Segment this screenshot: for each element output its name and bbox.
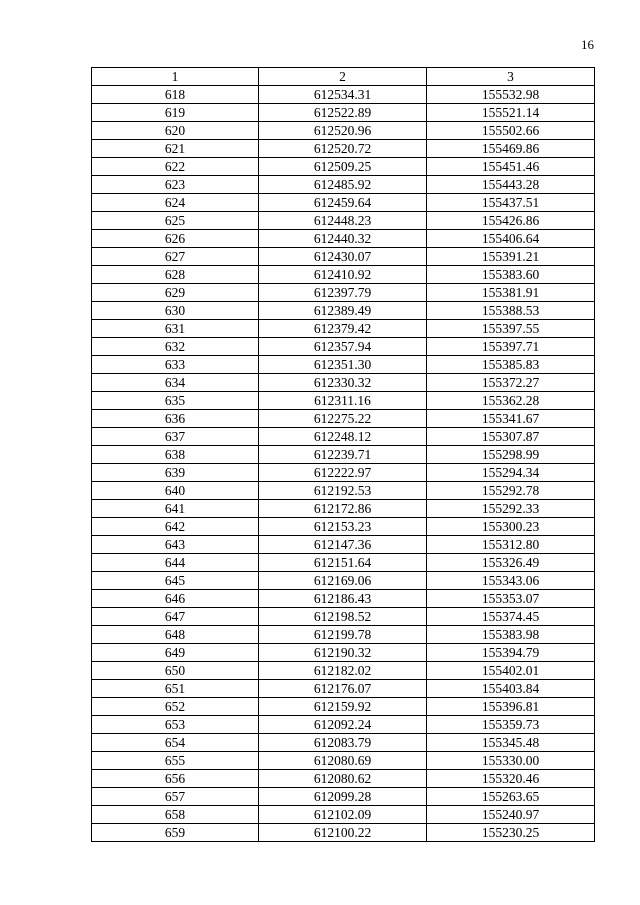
table-row <box>92 464 595 482</box>
table-row <box>92 572 595 590</box>
y-coordinate-cell: 155521.14 <box>427 104 595 122</box>
y-coordinate-cell: 155383.98 <box>427 626 595 644</box>
point-number-cell: 659 <box>92 824 259 842</box>
x-coordinate-cell: 612430.07 <box>259 248 427 266</box>
x-coordinate-cell: 612275.22 <box>259 410 427 428</box>
x-coordinate-cell: 612311.16 <box>259 392 427 410</box>
x-coordinate-cell: 612330.32 <box>259 374 427 392</box>
x-coordinate-cell: 612102.09 <box>259 806 427 824</box>
point-number-cell: 652 <box>92 698 259 716</box>
x-coordinate-cell: 612222.97 <box>259 464 427 482</box>
table-row <box>92 770 595 788</box>
x-coordinate-cell: 612080.69 <box>259 752 427 770</box>
table-row <box>92 806 595 824</box>
table-row <box>92 356 595 374</box>
y-coordinate-cell: 155230.25 <box>427 824 595 842</box>
point-number-cell: 647 <box>92 608 259 626</box>
point-number-cell: 646 <box>92 590 259 608</box>
table-row <box>92 680 595 698</box>
point-number-cell: 641 <box>92 500 259 518</box>
point-number-cell: 643 <box>92 536 259 554</box>
y-coordinate-cell: 155406.64 <box>427 230 595 248</box>
y-coordinate-cell: 155443.28 <box>427 176 595 194</box>
table-row <box>92 266 595 284</box>
table-row <box>92 554 595 572</box>
x-coordinate-cell: 612099.28 <box>259 788 427 806</box>
x-coordinate-cell: 612172.86 <box>259 500 427 518</box>
table-row <box>92 374 595 392</box>
point-number-cell: 621 <box>92 140 259 158</box>
y-coordinate-cell: 155345.48 <box>427 734 595 752</box>
x-coordinate-cell: 612357.94 <box>259 338 427 356</box>
y-coordinate-cell: 155532.98 <box>427 86 595 104</box>
y-coordinate-cell: 155294.34 <box>427 464 595 482</box>
y-coordinate-cell: 155330.00 <box>427 752 595 770</box>
x-coordinate-cell: 612485.92 <box>259 176 427 194</box>
x-coordinate-cell: 612239.71 <box>259 446 427 464</box>
x-coordinate-cell: 612522.89 <box>259 104 427 122</box>
x-coordinate-cell: 612153.23 <box>259 518 427 536</box>
point-number-cell: 644 <box>92 554 259 572</box>
point-number-cell: 649 <box>92 644 259 662</box>
point-number-cell: 655 <box>92 752 259 770</box>
x-coordinate-cell: 612151.64 <box>259 554 427 572</box>
table-row <box>92 482 595 500</box>
x-coordinate-cell: 612083.79 <box>259 734 427 752</box>
point-number-cell: 650 <box>92 662 259 680</box>
x-coordinate-cell: 612080.62 <box>259 770 427 788</box>
table-row <box>92 698 595 716</box>
table-row <box>92 194 595 212</box>
x-coordinate-cell: 612186.43 <box>259 590 427 608</box>
table-row <box>92 86 595 104</box>
table-header <box>92 68 595 86</box>
y-coordinate-cell: 155343.06 <box>427 572 595 590</box>
point-number-cell: 629 <box>92 284 259 302</box>
y-coordinate-cell: 155426.86 <box>427 212 595 230</box>
point-number-cell: 633 <box>92 356 259 374</box>
table-row <box>92 122 595 140</box>
point-number-cell: 636 <box>92 410 259 428</box>
table-row <box>92 716 595 734</box>
point-number-cell: 642 <box>92 518 259 536</box>
table-row <box>92 140 595 158</box>
x-coordinate-cell: 612459.64 <box>259 194 427 212</box>
x-coordinate-cell: 612448.23 <box>259 212 427 230</box>
y-coordinate-cell: 155359.73 <box>427 716 595 734</box>
x-coordinate-cell: 612520.72 <box>259 140 427 158</box>
point-number-cell: 654 <box>92 734 259 752</box>
y-coordinate-cell: 155298.99 <box>427 446 595 464</box>
table-row <box>92 608 595 626</box>
point-number-cell: 620 <box>92 122 259 140</box>
table-row <box>92 230 595 248</box>
y-coordinate-cell: 155502.66 <box>427 122 595 140</box>
table-row <box>92 248 595 266</box>
table-row <box>92 446 595 464</box>
point-number-cell: 626 <box>92 230 259 248</box>
x-coordinate-cell: 612248.12 <box>259 428 427 446</box>
y-coordinate-cell: 155320.46 <box>427 770 595 788</box>
table-row <box>92 410 595 428</box>
point-number-cell: 658 <box>92 806 259 824</box>
y-coordinate-cell: 155403.84 <box>427 680 595 698</box>
x-coordinate-cell: 612389.49 <box>259 302 427 320</box>
y-coordinate-cell: 155394.79 <box>427 644 595 662</box>
y-coordinate-cell: 155326.49 <box>427 554 595 572</box>
point-number-cell: 628 <box>92 266 259 284</box>
table-row <box>92 284 595 302</box>
y-coordinate-cell: 155292.78 <box>427 482 595 500</box>
y-coordinate-cell: 155451.46 <box>427 158 595 176</box>
table-row <box>92 590 595 608</box>
y-coordinate-cell: 155353.07 <box>427 590 595 608</box>
point-number-cell: 645 <box>92 572 259 590</box>
x-coordinate-cell: 612509.25 <box>259 158 427 176</box>
table-row <box>92 536 595 554</box>
point-number-cell: 627 <box>92 248 259 266</box>
table-body <box>92 86 595 842</box>
y-coordinate-cell: 155396.81 <box>427 698 595 716</box>
y-coordinate-cell: 155307.87 <box>427 428 595 446</box>
y-coordinate-cell: 155391.21 <box>427 248 595 266</box>
point-number-cell: 639 <box>92 464 259 482</box>
table-row <box>92 824 595 842</box>
y-coordinate-cell: 155402.01 <box>427 662 595 680</box>
y-coordinate-cell: 155385.83 <box>427 356 595 374</box>
table-row <box>92 626 595 644</box>
x-coordinate-cell: 612147.36 <box>259 536 427 554</box>
point-number-cell: 653 <box>92 716 259 734</box>
point-number-cell: 635 <box>92 392 259 410</box>
point-number-cell: 634 <box>92 374 259 392</box>
y-coordinate-cell: 155437.51 <box>427 194 595 212</box>
point-number-cell: 631 <box>92 320 259 338</box>
column-header-1: 1 <box>92 68 259 86</box>
x-coordinate-cell: 612192.53 <box>259 482 427 500</box>
y-coordinate-cell: 155374.45 <box>427 608 595 626</box>
point-number-cell: 637 <box>92 428 259 446</box>
y-coordinate-cell: 155372.27 <box>427 374 595 392</box>
table-row <box>92 212 595 230</box>
y-coordinate-cell: 155469.86 <box>427 140 595 158</box>
y-coordinate-cell: 155397.55 <box>427 320 595 338</box>
table-row <box>92 428 595 446</box>
y-coordinate-cell: 155292.33 <box>427 500 595 518</box>
x-coordinate-cell: 612100.22 <box>259 824 427 842</box>
table-row <box>92 176 595 194</box>
point-number-cell: 648 <box>92 626 259 644</box>
table-row <box>92 158 595 176</box>
point-number-cell: 640 <box>92 482 259 500</box>
table-row <box>92 752 595 770</box>
point-number-cell: 622 <box>92 158 259 176</box>
x-coordinate-cell: 612351.30 <box>259 356 427 374</box>
x-coordinate-cell: 612379.42 <box>259 320 427 338</box>
x-coordinate-cell: 612410.92 <box>259 266 427 284</box>
header-row <box>92 68 595 86</box>
x-coordinate-cell: 612176.07 <box>259 680 427 698</box>
y-coordinate-cell: 155362.28 <box>427 392 595 410</box>
table-row <box>92 500 595 518</box>
point-number-cell: 630 <box>92 302 259 320</box>
y-coordinate-cell: 155388.53 <box>427 302 595 320</box>
point-number-cell: 624 <box>92 194 259 212</box>
x-coordinate-cell: 612397.79 <box>259 284 427 302</box>
x-coordinate-cell: 612190.32 <box>259 644 427 662</box>
x-coordinate-cell: 612159.92 <box>259 698 427 716</box>
y-coordinate-cell: 155263.65 <box>427 788 595 806</box>
point-number-cell: 632 <box>92 338 259 356</box>
table-row <box>92 734 595 752</box>
point-number-cell: 625 <box>92 212 259 230</box>
y-coordinate-cell: 155300.23 <box>427 518 595 536</box>
coordinates-table <box>91 67 595 842</box>
table-row <box>92 338 595 356</box>
table-row <box>92 518 595 536</box>
y-coordinate-cell: 155381.91 <box>427 284 595 302</box>
x-coordinate-cell: 612199.78 <box>259 626 427 644</box>
point-number-cell: 619 <box>92 104 259 122</box>
x-coordinate-cell: 612182.02 <box>259 662 427 680</box>
x-coordinate-cell: 612534.31 <box>259 86 427 104</box>
point-number-cell: 651 <box>92 680 259 698</box>
point-number-cell: 657 <box>92 788 259 806</box>
point-number-cell: 656 <box>92 770 259 788</box>
y-coordinate-cell: 155397.71 <box>427 338 595 356</box>
y-coordinate-cell: 155240.97 <box>427 806 595 824</box>
point-number-cell: 618 <box>92 86 259 104</box>
x-coordinate-cell: 612092.24 <box>259 716 427 734</box>
x-coordinate-cell: 612520.96 <box>259 122 427 140</box>
point-number-cell: 638 <box>92 446 259 464</box>
table-row <box>92 104 595 122</box>
table-row <box>92 302 595 320</box>
y-coordinate-cell: 155312.80 <box>427 536 595 554</box>
table-row <box>92 644 595 662</box>
x-coordinate-cell: 612169.06 <box>259 572 427 590</box>
table-row <box>92 320 595 338</box>
y-coordinate-cell: 155341.67 <box>427 410 595 428</box>
table-row <box>92 788 595 806</box>
page-number: 16 <box>581 37 594 52</box>
column-header-3: 3 <box>427 68 595 86</box>
x-coordinate-cell: 612440.32 <box>259 230 427 248</box>
point-number-cell: 623 <box>92 176 259 194</box>
y-coordinate-cell: 155383.60 <box>427 266 595 284</box>
table-row <box>92 662 595 680</box>
table-row <box>92 392 595 410</box>
x-coordinate-cell: 612198.52 <box>259 608 427 626</box>
column-header-2: 2 <box>259 68 427 86</box>
